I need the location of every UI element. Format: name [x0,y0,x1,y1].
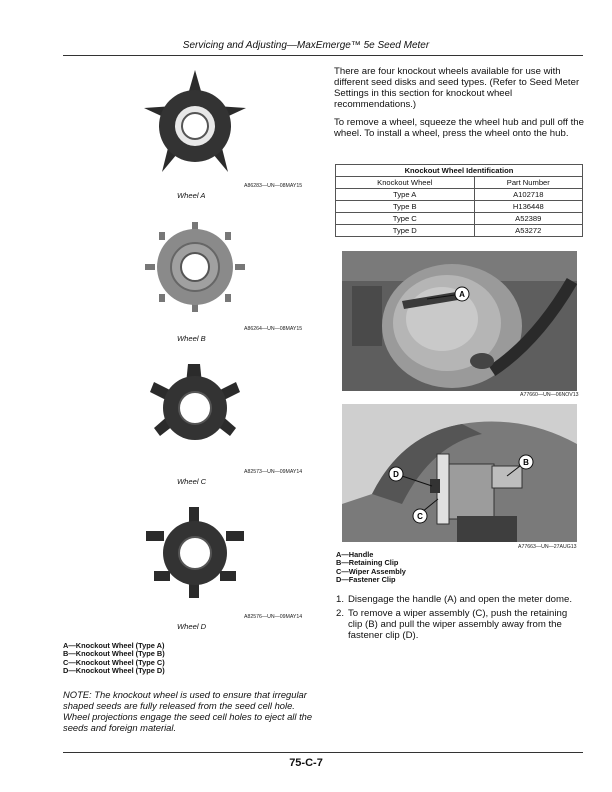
table-cell: A102718 [474,189,582,201]
page-header: Servicing and Adjusting—MaxEmerge™ 5e Seed Meter [182,40,430,51]
table-title: Knockout Wheel Identification [336,165,583,177]
wheel-legend-item: C—Knockout Wheel (Type C) [63,657,165,667]
table-header: Knockout Wheel [336,177,475,189]
photo-legend-item: C—Wiper Assembly [336,566,406,576]
photo-legend-item: B—Retaining Clip [336,558,399,568]
wheel-b-figure-id: A86264—UN—08MAY15 [244,326,303,332]
wheel-d-caption: Wheel D [177,622,207,631]
procedure-steps [336,594,584,644]
step-number: 1. [336,594,345,605]
wiper-assembly-photo [342,404,577,542]
photo2-figure-id: A77663—UN—27AUG13 [518,544,577,550]
wheel-legend-item: B—Knockout Wheel (Type B) [63,649,165,659]
wheel-legend [63,642,165,676]
seed-meter-dome-photo [342,251,577,391]
wheel-c-caption: Wheel C [177,477,207,486]
wheel-legend-item: D—Knockout Wheel (Type D) [63,666,165,676]
table-cell: Type B [336,201,475,213]
table-row [336,213,583,225]
wheel-a-figure-id: A86283—UN—08MAY15 [244,183,303,189]
wheel-b-caption: Wheel B [177,334,206,343]
step-item [336,594,584,605]
wheel-legend-item: A—Knockout Wheel (Type A) [63,641,165,650]
photo2-callout-b: B [523,458,529,467]
photo2-callout-d: D [393,470,399,479]
photo-legend-item: D—Fastener Clip [336,575,396,585]
table-row [336,225,583,237]
photo1-figure-id: A77660—UN—06NOV13 [520,392,579,398]
table-cell: H136448 [474,201,582,213]
footer-rule [63,752,583,753]
header-rule [63,55,583,56]
note [63,689,317,733]
wheel-c-illustration [140,362,250,452]
intro-paragraph-2: To remove a wheel, squeeze the wheel hub and pull off the wheel. To install a wheel, press the wheel onto the hub. [334,117,584,139]
table-header: Part Number [474,177,582,189]
step-number: 2. [336,608,345,619]
wheel-b-illustration [145,222,245,312]
table-row [336,189,583,201]
photo2-callout-c: C [417,512,423,521]
intro-paragraph-1: There are four knockout wheels available for use with different seed disks and seed types. (Refer to Seed Meter Settings in this section for knockout wheel recommendations.) [334,66,580,110]
photo1-callout-a: A [459,290,465,299]
knockout-wheel-table [335,164,583,237]
wheel-a-caption: Wheel A [177,191,206,200]
step-item [336,608,584,641]
wheel-d-figure-id: A82576—UN—09MAY14 [244,614,303,620]
note-prefix: NOTE: [63,689,92,700]
table-cell: A52389 [474,213,582,225]
table-cell: Type A [336,189,475,201]
table-cell: Type C [336,213,475,225]
step-text: To remove a wiper assembly (C), push the retaining clip (B) and pull the wiper assembly away from the fastener clip (D). [348,608,568,641]
table-cell: Type D [336,225,475,237]
photo-legend [336,551,406,585]
photo-legend-item: A—Handle [336,550,374,559]
table-cell: A53272 [474,225,582,237]
page-number: 75-C-7 [289,757,323,769]
wheel-d-illustration [140,505,250,600]
table-row [336,201,583,213]
wheel-c-figure-id: A82573—UN—09MAY14 [244,469,303,475]
step-text: Disengage the handle (A) and open the meter dome. [348,594,573,605]
wheel-a-illustration [140,68,250,178]
note-text: The knockout wheel is used to ensure that irregular shaped seeds are fully released from the seed cell hole. Wheel projections engage the seed cell holes to eject all the seeds and foreign material. [63,689,313,733]
